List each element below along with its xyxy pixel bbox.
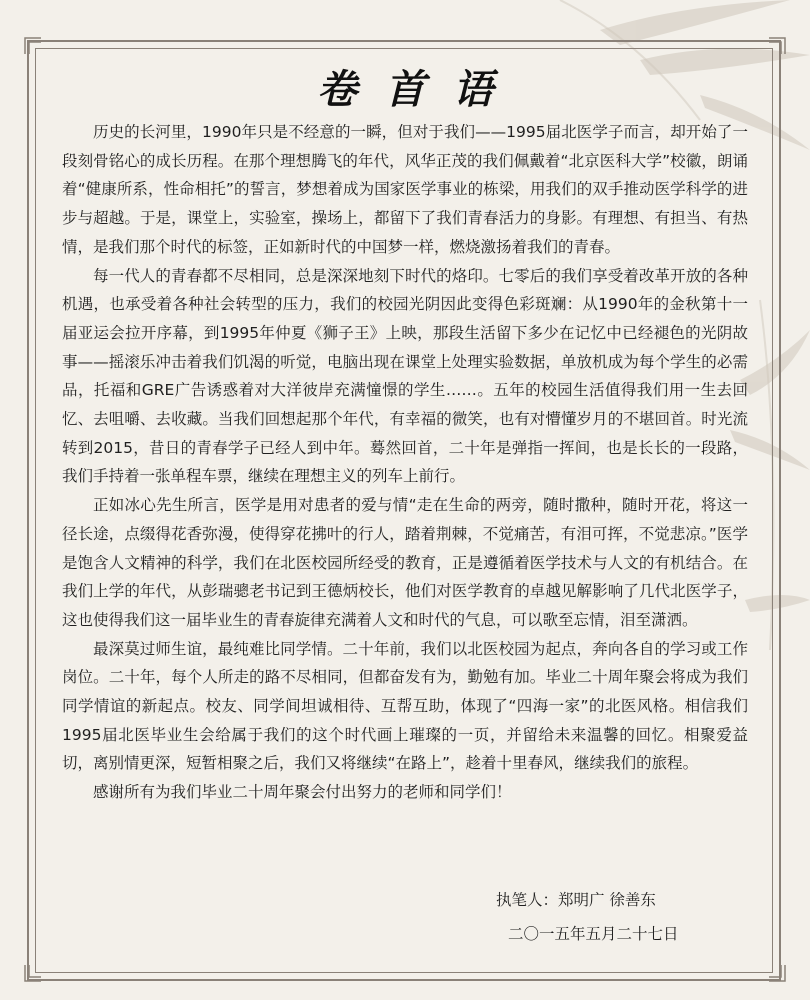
page-title: 卷首语: [317, 66, 521, 113]
corner-ornament-bottom-left: [23, 963, 43, 983]
paragraph-1: 历史的长河里，1990年只是不经意的一瞬，但对于我们——1995届北医学子而言，却开始了一段刻骨铭心的成长历程。在那个理想腾飞的年代，风华正茂的我们佩戴着“北京医科大学”校徽，朗诵着“健康所系，性命相托”的誓言，梦想着成为国家医学事业的栋梁，用我们的双手推动医学科学的进步与超越。于是，课堂上，实验室，操场上，都留下了我们青春活力的身影。有理想、有担当、有热情，是我们那个时代的标签，正如新时代的中国梦一样，燃烧激扬着我们的青春。: [62, 123, 748, 256]
paragraph-5: 感谢所有为我们毕业二十周年聚会付出努力的老师和同学们！: [93, 783, 512, 802]
paragraph-4: 最深莫过师生谊，最纯难比同学情。二十年前，我们以北医校园为起点，奔向各自的学习或工作岗位。二十年，每个人所走的路不尽相同，但都奋发有为，勤勉有加。毕业二十周年聚会将成为我们同学情谊的新起点。校友、同学间坦诚相待、互帮互助，体现了“四海一家”的北医风格。相信我们1995届北医毕业生会给属于我们的这个时代画上璀璨的一页，并留给未来温馨的回忆。相聚爱益切，离别情更深，短暂相聚之后，我们又将继续“在路上”，趁着十里春风，继续我们的旅程。: [62, 639, 748, 773]
corner-ornament-bottom-right: [767, 963, 787, 983]
body-text: [62, 118, 748, 807]
paragraph-2: 每一代人的青春都不尽相同，总是深深地刻下时代的烙印。七零后的我们享受着改革开放的各种机遇，也承受着各种社会转型的压力，我们的校园光阴因此变得色彩斑斓：从1990年的金秋第十一届亚运会拉开序幕，到1995年仲夏《狮子王》上映，那段生活留下多少在记忆中已经褪色的光阴故事——摇滚乐冲击着我们饥渴的听觉，电脑出现在课堂上处理实验数据，单放机成为每个学生的必需品，托福和GRE广告诱惑着对大洋彼岸充满憧憬的学生……。五年的校园生活值得我们用一生去回忆、去咀嚼、去收藏。当我们回想起那个年代，有幸福的微笑，也有对懵懂岁月的不堪回首。时光流转到2015，昔日的青春学子已经人到中年。蓦然回首，二十年是弹指一挥间，也是长长的一段路，我们手持着一张单程车票，继续在理想主义的列车上前行。: [62, 266, 748, 486]
author-signature: 执笔人：郑明广 徐善东: [496, 891, 656, 909]
paragraph-3: 正如冰心先生所言，医学是用对患者的爱与情“走在生命的两旁，随时撒种，随时开花，将这一径长途，点缀得花香弥漫，使得穿花拂叶的行人，踏着荆棘，不觉痛苦，有泪可挥，不觉悲凉。”医学是饱含人文精神的科学，我们在北医校园所经受的教育，正是遵循着医学技术与人文的有机结合。在我们上学的年代，从彭瑞骢老书记到王德炳校长，他们对医学教育的卓越见解影响了几代北医学子，这也使得我们这一届毕业生的青春旋律充满着人文和时代的气息，可以歌至忘情，泪至潇洒。: [62, 496, 748, 629]
date-line: 二〇一五年五月二十七日: [508, 925, 679, 943]
corner-ornament-top-left: [23, 36, 43, 56]
corner-ornament-top-right: [767, 36, 787, 56]
